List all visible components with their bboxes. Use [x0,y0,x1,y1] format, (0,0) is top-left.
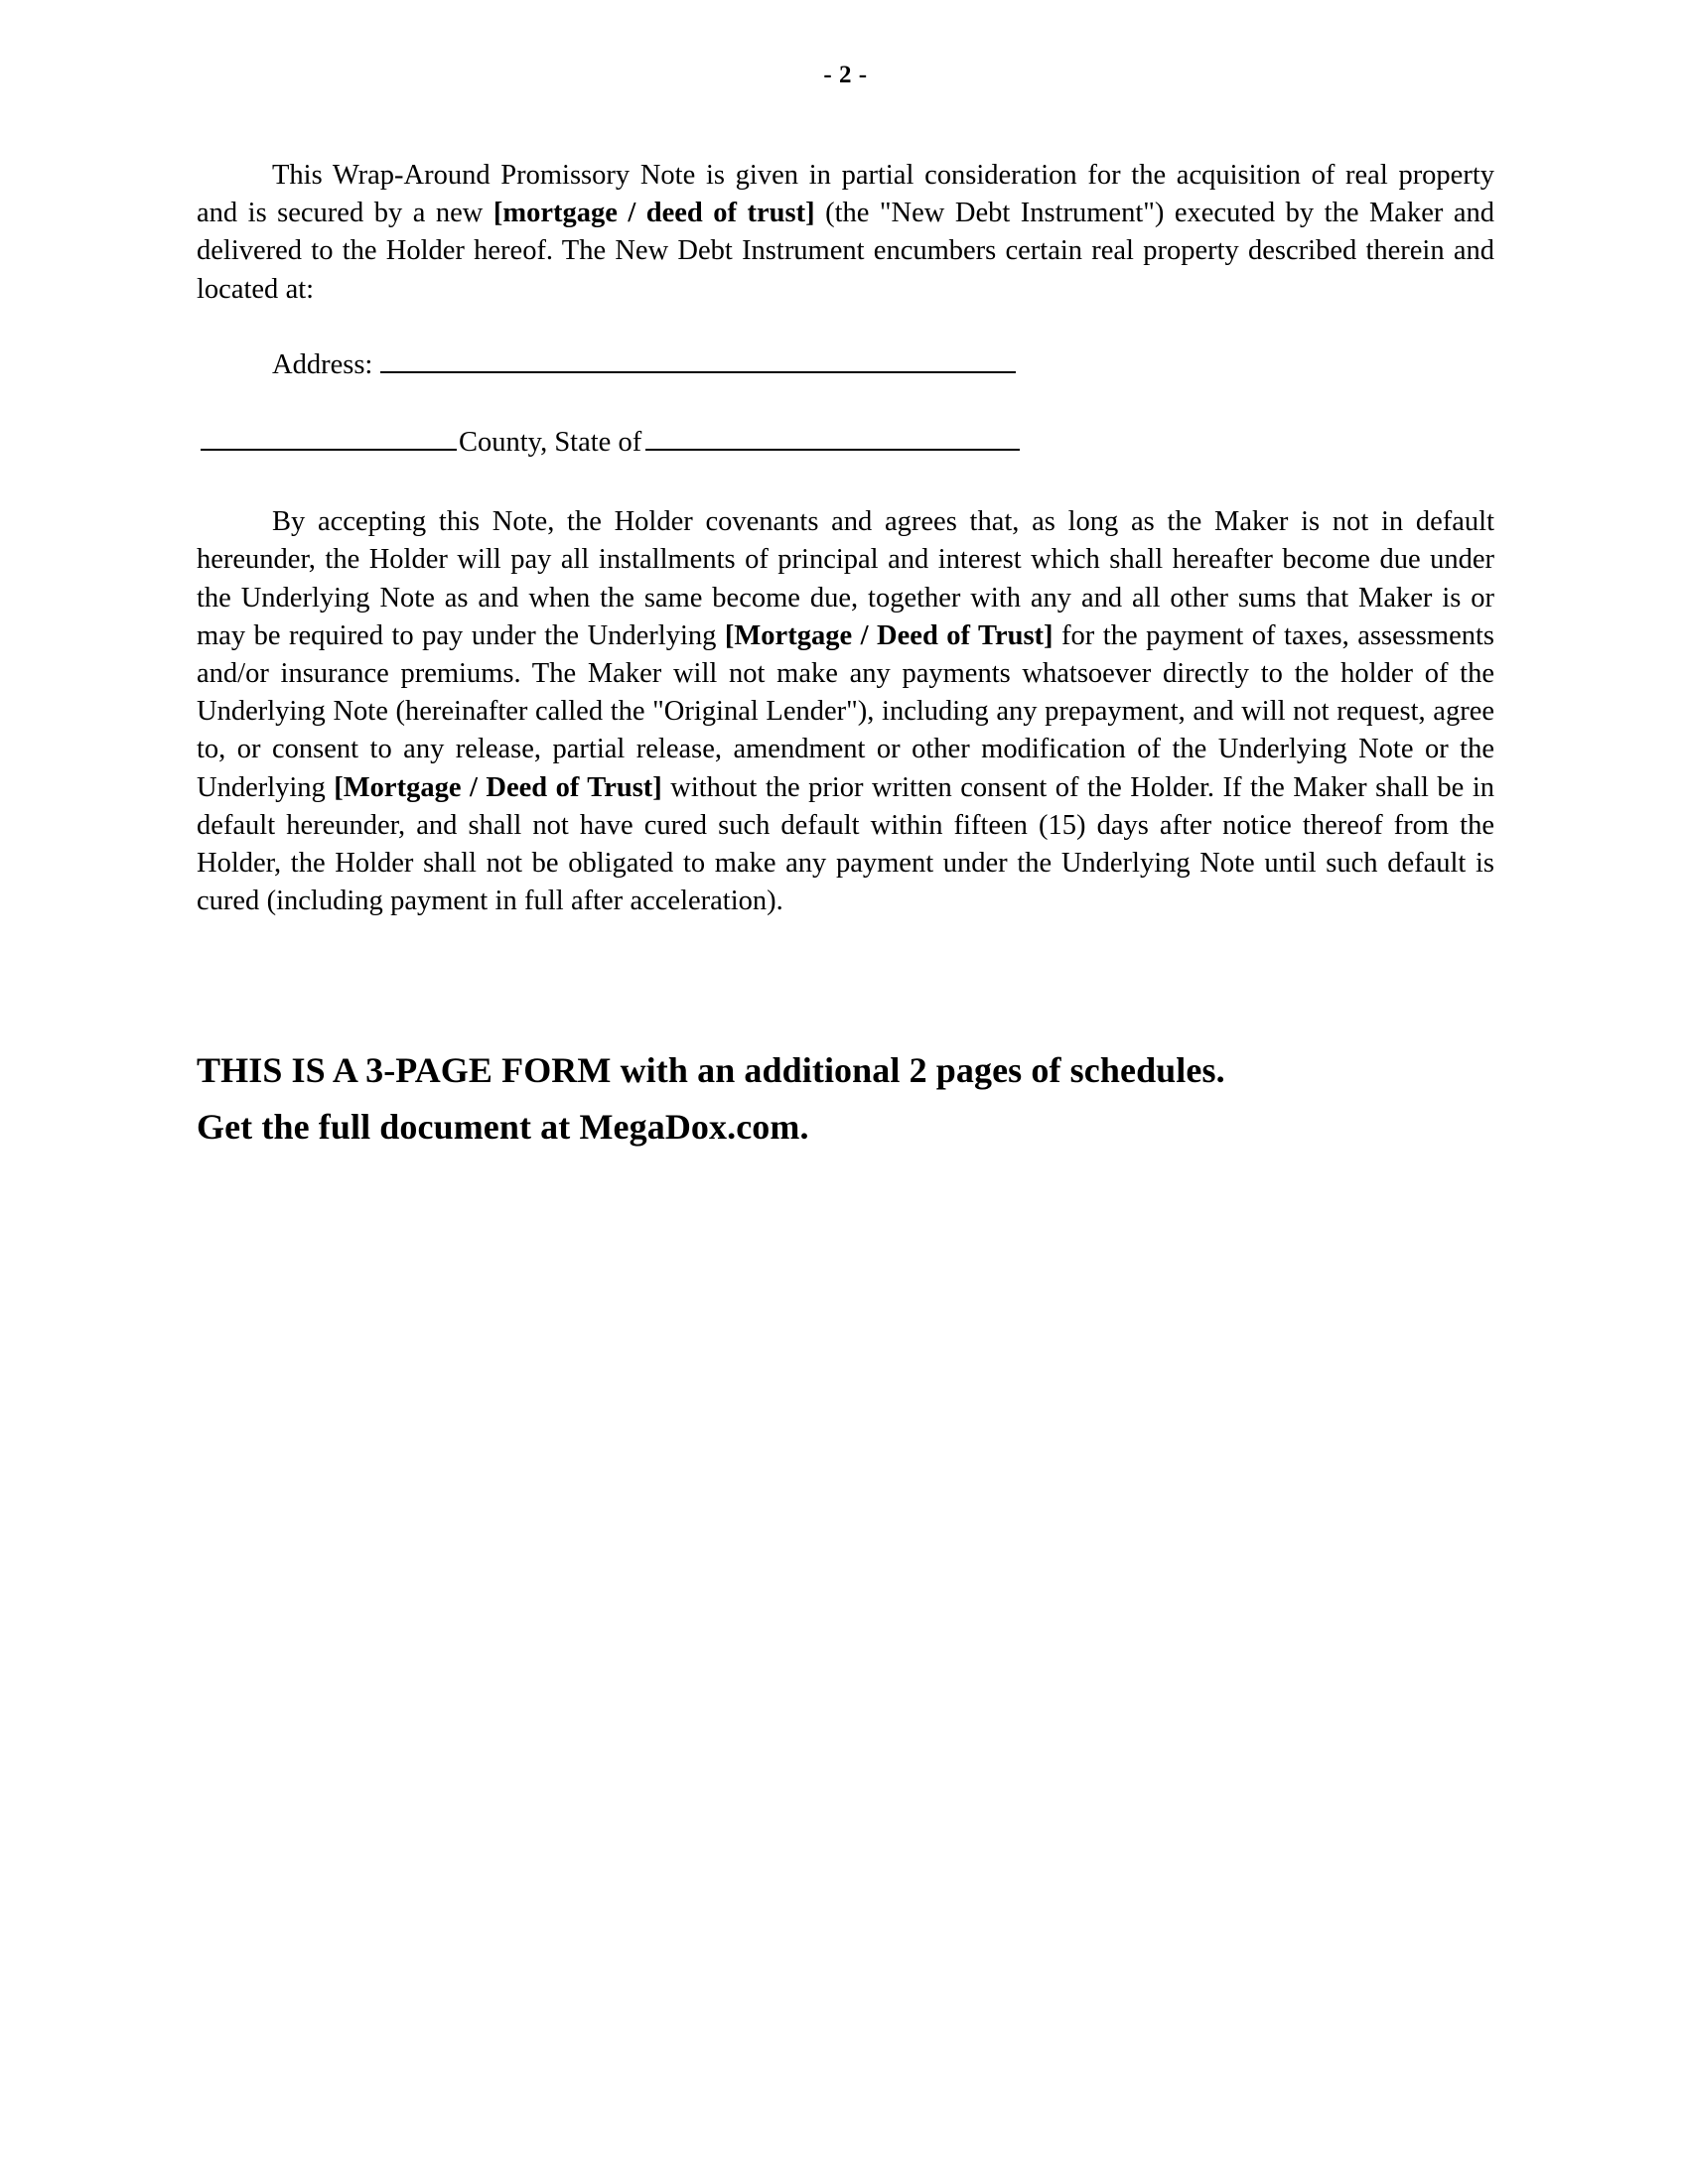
county-input-line[interactable] [201,422,457,451]
paragraph-2-text-part-1: By accepting this Note, the Holder covenants and agrees that, as long as the Maker is not in default hereunder, the Holder will pay all installments of principal and interest which shall hereafter become due under the Underlying Note as and when the same become due, together with any and all other sums that Maker is or may be required to pay under the Underlying [197,506,1494,651]
paragraph-2-text-part-3: without the prior written consent of the Holder. If the Maker shall be in default hereunder, and shall not have cured such default within fifteen (15) days after notice thereof from the Holder, the Holder shall not be obligated to make any payment under the Underlying Note until such default is cured (including payment in full after acceleration). [197,771,1494,917]
county-state-label: County, State of [459,427,642,459]
notice-line-2: Get the full document at MegaDox.com. [197,1107,809,1148]
property-fill-in-block [197,344,1494,462]
address-input-line[interactable] [380,344,1016,373]
paragraph-2-bracketed-bold-1: [Mortgage / Deed of Trust] [724,619,1054,651]
address-label: Address: [272,348,373,380]
page-content [197,0,1494,1153]
page-number: - 2 - [823,62,868,88]
paragraph-1-bracketed-bold-1: [mortgage / deed of trust] [492,198,815,229]
paragraph-consideration [197,157,1494,309]
form-availability-notice [197,1044,1494,1153]
paragraph-2-bracketed-bold-2: [Mortgage / Deed of Trust] [334,771,662,803]
paragraph-1-text-part-2: (the "New Debt Instrument") executed by the Maker and delivered to the Holder hereof. The New Debt Instrument encumbers certain real property described therein and located at: [197,198,1494,305]
paragraph-holder-covenants [197,503,1494,920]
address-fill-in-row [197,344,1494,384]
county-state-fill-in-row [197,422,1494,462]
notice-line-1: THIS IS A 3-PAGE FORM with an additional 2 pages of schedules. [197,1050,1225,1091]
paragraph-2-text-part-2: for the payment of taxes, assessments and/or insurance premiums. The Maker will not make any payments whatsoever directly to the holder of the Underlying Note (hereinafter called the "Original Lender"), including any prepayment, and will not request, agree to, or consent to any release, partial release, amendment or other modification of the Underlying Note or the Underlying [197,619,1494,803]
state-input-line[interactable] [645,422,1020,451]
paragraph-1-text-part-1: This Wrap-Around Promissory Note is given in partial consideration for the acquisition of real property and is secured by a new [197,160,1494,229]
